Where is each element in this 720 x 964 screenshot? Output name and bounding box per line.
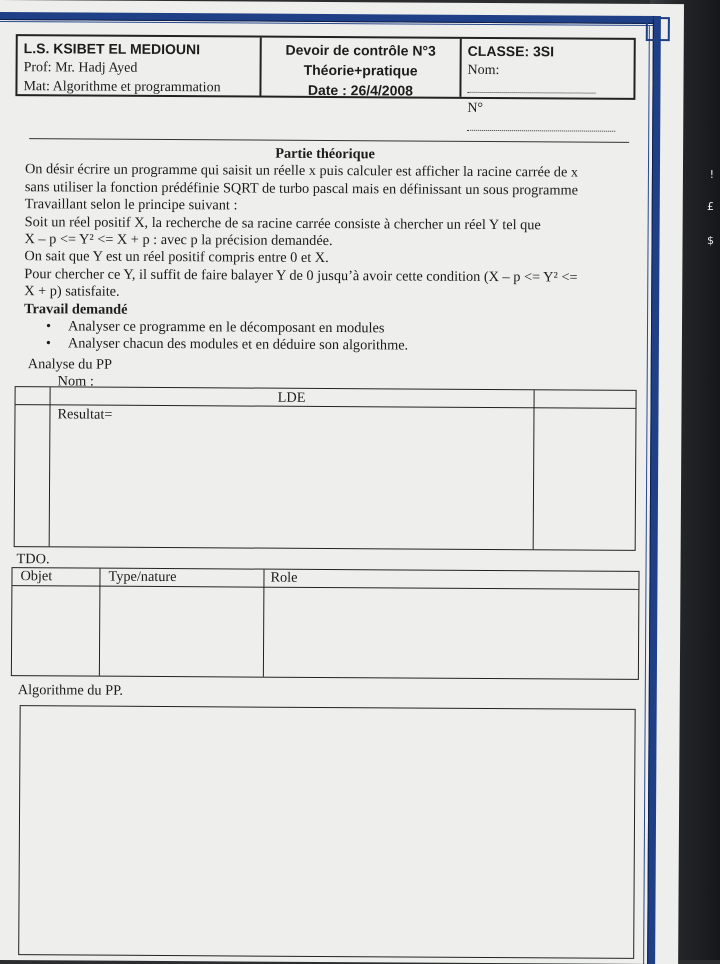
header-student-cell (461, 39, 633, 116)
student-number-blank[interactable] (467, 119, 615, 132)
name-label: Nom : (57, 373, 94, 390)
student-number-label: N° (467, 100, 484, 116)
tdo-label: TDO. (16, 551, 50, 568)
bullet-text: Analyser chacun des modules et en déduire son algorithme. (67, 335, 409, 354)
lde-header: LDE (277, 389, 306, 406)
lde-table (14, 386, 637, 551)
header-exam-cell (261, 38, 461, 97)
header-table (15, 34, 635, 116)
desk-glyph: $ (707, 234, 714, 247)
school-name: L.S. KSIBET EL MEDIOUNI (23, 40, 201, 58)
student-name-row (467, 61, 627, 100)
student-number-row (467, 99, 627, 138)
exam-type: Théorie+pratique (303, 61, 418, 79)
bullet-text: Analyser ce programme en le décomposant en modules (67, 318, 385, 337)
page-border-right (647, 16, 661, 964)
tdo-column-header: Role (270, 569, 298, 586)
lde-answer-area[interactable] (57, 425, 528, 546)
subject-name: Mat: Algorithme et programmation (23, 79, 221, 96)
tdo-column-header: Objet (20, 568, 53, 585)
bullet-item (24, 336, 624, 357)
header-school-cell (17, 36, 261, 95)
paragraph-line: X – p <= Y² <= X + p : avec p la précision demandée. (24, 231, 333, 250)
algorithm-answer-box[interactable] (18, 705, 636, 959)
separator-rule (29, 138, 629, 143)
desk-glyph: ! (709, 168, 714, 181)
paragraph-line: On désir écrire un programme qui saisit un réelle x puis calculer est afficher la racine carrée de x (24, 161, 579, 181)
paragraph-line: Soit un réel positif X, la recherche de sa racine carrée consiste à chercher un réel Y tel que (24, 213, 541, 233)
condition-line: Pour chercher ce Y, il suffit de faire balayer Y de 0 jusqu’à avoir cette condition (X – p <= Y² <= (24, 265, 578, 286)
page-border-corner (646, 17, 670, 41)
work-title: Travail demandé (24, 300, 128, 318)
exam-date: Date : 26/4/2008 (307, 81, 414, 99)
tdo-column-header: Type/nature (108, 568, 177, 586)
paragraph-line: sans utiliser la fonction prédéfinie SQRT de turbo pascal mais en définissant un sous programme (24, 178, 579, 199)
algorithm-label: Algorithme du PP. (17, 682, 124, 699)
bullet-dot-icon: • (45, 318, 52, 335)
student-name-blank[interactable] (467, 81, 595, 94)
lde-column-divider (49, 387, 51, 546)
paragraph-line: On sait que Y est un réel positif compris entre 0 et X. (24, 248, 329, 267)
analysis-label: Analyse du PP (27, 356, 113, 373)
lde-column-divider (533, 390, 535, 549)
tdo-answer-area[interactable] (12, 587, 639, 679)
bullet-dot-icon: • (45, 335, 51, 352)
section-title: Partie théorique (275, 145, 375, 163)
exam-title: Devoir de contrôle N°3 (285, 41, 436, 59)
condition-line: X + p) satisfaite. (24, 283, 120, 300)
tdo-table (11, 567, 640, 680)
paragraph-line: Travaillant selon le principe suivant : (24, 196, 238, 214)
question-text (24, 144, 625, 357)
student-name-label: Nom: (467, 62, 500, 79)
lde-result-label: Resultat= (57, 406, 113, 423)
teacher-name: Prof: Mr. Hadj Ayed (23, 60, 138, 76)
class-label: CLASSE: 3SI (467, 42, 555, 60)
desk-glyph: £ (707, 200, 714, 213)
